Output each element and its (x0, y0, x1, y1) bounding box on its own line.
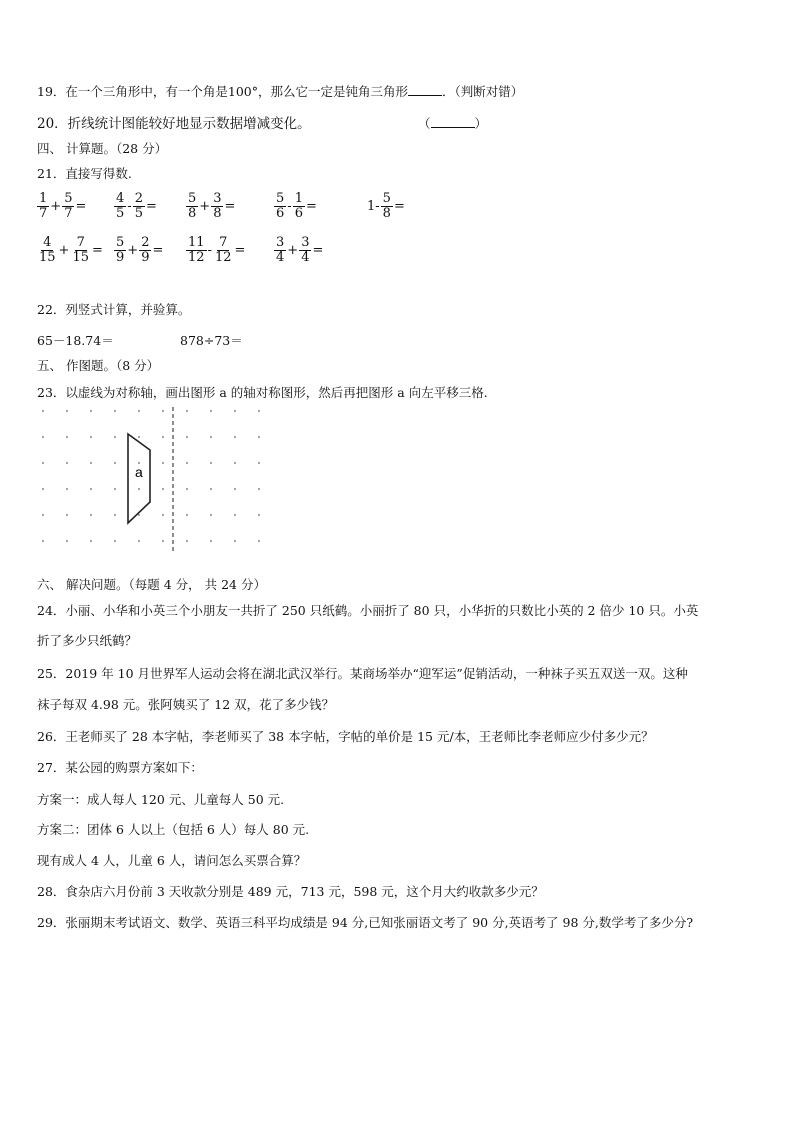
numerator: 3 (276, 235, 285, 250)
fraction (114, 192, 126, 221)
fraction (381, 192, 393, 221)
numerator: 5 (116, 235, 125, 250)
grid-dot (162, 436, 164, 438)
grid-dot (66, 488, 68, 490)
grid-dot (162, 462, 164, 464)
grid-dot (210, 462, 212, 464)
grid-dot (210, 488, 212, 490)
grid-dot (234, 462, 236, 464)
grid-dot (66, 540, 68, 542)
question-23: 23．以虚线为对称轴，画出图形 a 的轴对称图形，然后再把图形 a 向左平移三格. (37, 385, 488, 400)
question-28: 28．食杂店六月份前 3 天收款分别是 489 元，713 元，598 元，这个月大约收款多少元？ (37, 884, 544, 899)
vertical-calc-1: 65－18.74＝ (37, 333, 114, 348)
denominator: 7 (39, 206, 48, 221)
numerator: 1 (294, 191, 303, 206)
grid-dot (186, 488, 188, 490)
fraction-expression (274, 192, 318, 221)
grid-dot (114, 540, 116, 542)
grid-dot (66, 410, 68, 412)
operator: + (127, 243, 139, 258)
equals-sign: = (145, 199, 157, 214)
grid-dot (186, 462, 188, 464)
fraction (186, 236, 207, 265)
grid-dot (162, 514, 164, 516)
grid-dot (234, 436, 236, 438)
question-22: 22．列竖式计算，并验算。 (37, 302, 191, 317)
numerator: 4 (43, 235, 52, 250)
grid-dot (138, 436, 140, 438)
numerator: 3 (213, 191, 222, 206)
grid-dot (90, 488, 92, 490)
fraction-expression (366, 192, 406, 221)
fraction-expression (186, 192, 236, 221)
denominator: 6 (276, 206, 285, 221)
grid-dot (234, 410, 236, 412)
operator: + (58, 243, 70, 258)
grid-dot (42, 410, 44, 412)
numerator: 11 (188, 235, 205, 250)
grid-dot (138, 540, 140, 542)
denominator: 8 (382, 206, 391, 221)
fraction (186, 192, 198, 221)
grid-dot (90, 514, 92, 516)
fraction (114, 236, 126, 265)
equals-sign: = (305, 199, 317, 214)
fraction-expression (186, 236, 246, 265)
vertical-calc-2: 878÷73＝ (180, 333, 243, 348)
grid-dot (258, 462, 260, 464)
numerator: 7 (219, 235, 228, 250)
paren-open: （ (418, 116, 431, 131)
operator: - (207, 243, 212, 258)
denominator: 12 (214, 250, 232, 265)
grid-dot (138, 488, 140, 490)
question-19-tail: ．（判断对错） (442, 84, 524, 99)
numerator: 7 (76, 235, 85, 250)
question-19 (37, 84, 523, 100)
question-27: 27．某公园的购票方案如下： (37, 760, 203, 775)
numerator: 1 (39, 191, 48, 206)
grid-dot (162, 540, 164, 542)
grid-dot (66, 436, 68, 438)
grid-dot (210, 540, 212, 542)
grid-dot (114, 514, 116, 516)
fraction (37, 192, 49, 221)
operator: + (50, 199, 62, 214)
fraction-expression (37, 236, 104, 265)
fraction (133, 192, 145, 221)
grid-dot (114, 462, 116, 464)
dot-grid-figure (37, 405, 277, 555)
numerator: 5 (276, 191, 285, 206)
question-19-text: 19．在一个三角形中，有一个角是100°，那么它一定是钝角三角形 (37, 84, 409, 99)
fraction (213, 236, 234, 265)
grid-dot (66, 462, 68, 464)
grid-dot (258, 488, 260, 490)
question-20 (37, 116, 311, 132)
question-27-plan2: 方案二：团体 6 人以上（包括 6 人）每人 80 元. (37, 822, 310, 837)
denominator: 5 (116, 206, 125, 221)
grid-dot (234, 514, 236, 516)
question-20-text: 20．折线统计图能较好地显示数据增减变化。 (37, 116, 311, 132)
grid-dot (90, 436, 92, 438)
grid-dot (258, 514, 260, 516)
equals-sign: = (152, 243, 164, 258)
grid-dot (186, 436, 188, 438)
denominator: 15 (72, 250, 89, 265)
grid-dot (42, 436, 44, 438)
grid-dot (42, 462, 44, 464)
grid-dot (162, 488, 164, 490)
grid-dot (186, 540, 188, 542)
fraction (274, 192, 286, 221)
grid-dot (42, 488, 44, 490)
grid-dot (42, 540, 44, 542)
fraction-expression (114, 192, 158, 221)
section-heading: 六、 解决问题。（每题 4 分， 共 24 分） (37, 577, 266, 592)
fraction-expression (114, 236, 164, 265)
question-26: 26．王老师买了 28 本字帖，李老师买了 38 本字帖，字帖的单价是 15 元/本，王老师比李老师应少付多少元？ (37, 729, 654, 744)
section-heading: 五、 作图题。（8 分） (37, 358, 160, 373)
grid-dot (186, 514, 188, 516)
grid-dot (114, 436, 116, 438)
answer-blank[interactable] (431, 127, 475, 128)
fraction (211, 192, 223, 221)
answer-paren (418, 116, 487, 132)
grid-dot (66, 514, 68, 516)
shape-a-label: a (135, 464, 143, 480)
operator: + (287, 243, 299, 258)
fraction (70, 236, 91, 265)
denominator: 15 (39, 250, 56, 265)
fraction-expression (274, 236, 324, 265)
denominator: 8 (213, 206, 222, 221)
equals-sign: = (224, 199, 236, 214)
grid-dot (258, 436, 260, 438)
question-24-line1: 24．小丽、小华和小英三个小朋友一共折了 250 只纸鹤。小丽折了 80 只，小华折的只数比小英的 2 倍少 10 只。小英 (37, 603, 699, 618)
grid-dot (138, 410, 140, 412)
grid-dot (258, 540, 260, 542)
question-24-line2: 折了多少只纸鹤？ (37, 633, 138, 648)
numerator: 2 (134, 191, 143, 206)
denominator: 5 (134, 206, 143, 221)
fraction (139, 236, 151, 265)
grid-dot (138, 514, 140, 516)
grid-dot (90, 540, 92, 542)
equals-sign: = (75, 199, 87, 214)
answer-blank[interactable] (408, 95, 442, 96)
numerator: 3 (301, 235, 310, 250)
operator: - (287, 199, 292, 214)
denominator: 12 (188, 250, 205, 265)
question-27-ask: 现有成人 4 人，儿童 6 人，请问怎么买票合算？ (37, 853, 307, 868)
grid-dot (114, 488, 116, 490)
grid-dot (90, 462, 92, 464)
equals-sign: = (234, 243, 246, 258)
denominator: 8 (188, 206, 197, 221)
drawing-grid[interactable] (37, 405, 277, 555)
grid-dot (162, 410, 164, 412)
section-heading: 四、 计算题。（28 分） (37, 141, 168, 156)
operator: - (127, 199, 132, 214)
denominator: 9 (141, 250, 150, 265)
grid-dot (186, 410, 188, 412)
numerator: 5 (64, 191, 73, 206)
operator: + (199, 199, 211, 214)
denominator: 9 (116, 250, 125, 265)
question-29: 29．张丽期末考试语文、数学、英语三科平均成绩是 94 分,已知张丽语文考了 90 分,英语考了 98 分,数学考了多少分? (37, 915, 694, 930)
question-25-line2: 袜子每双 4.98 元。张阿姨买了 12 双，花了多少钱？ (37, 697, 335, 712)
grid-dot (210, 410, 212, 412)
denominator: 7 (64, 206, 73, 221)
grid-dot (234, 540, 236, 542)
grid-dot (234, 488, 236, 490)
equals-sign: = (92, 243, 103, 258)
grid-dot (114, 410, 116, 412)
fraction (299, 236, 311, 265)
denominator: 6 (294, 206, 303, 221)
fraction (37, 236, 58, 265)
denominator: 4 (301, 250, 310, 265)
question-25-line1: 25．2019 年 10 月世界军人运动会将在湖北武汉举行。某商场举办“迎军运”促销活动，一种袜子买五双送一双。这种 (37, 666, 688, 681)
numerator: 5 (188, 191, 197, 206)
grid-dot (258, 410, 260, 412)
grid-dot (210, 436, 212, 438)
fraction (293, 192, 305, 221)
numerator: 2 (141, 235, 150, 250)
fraction (274, 236, 286, 265)
question-27-plan1: 方案一：成人每人 120 元、儿童每人 50 元. (37, 792, 285, 807)
paren-close: ） (474, 116, 488, 131)
denominator: 4 (276, 250, 285, 265)
numerator: 5 (382, 191, 391, 206)
equals-sign: = (393, 199, 405, 214)
question-21: 21．直接写得数. (37, 166, 132, 181)
equals-sign: = (312, 243, 324, 258)
fraction-expression (37, 192, 87, 221)
grid-dot (210, 514, 212, 516)
grid-dot (90, 410, 92, 412)
grid-dot (42, 514, 44, 516)
whole-number: 1- (367, 199, 380, 214)
numerator: 4 (116, 191, 125, 206)
fraction (62, 192, 74, 221)
